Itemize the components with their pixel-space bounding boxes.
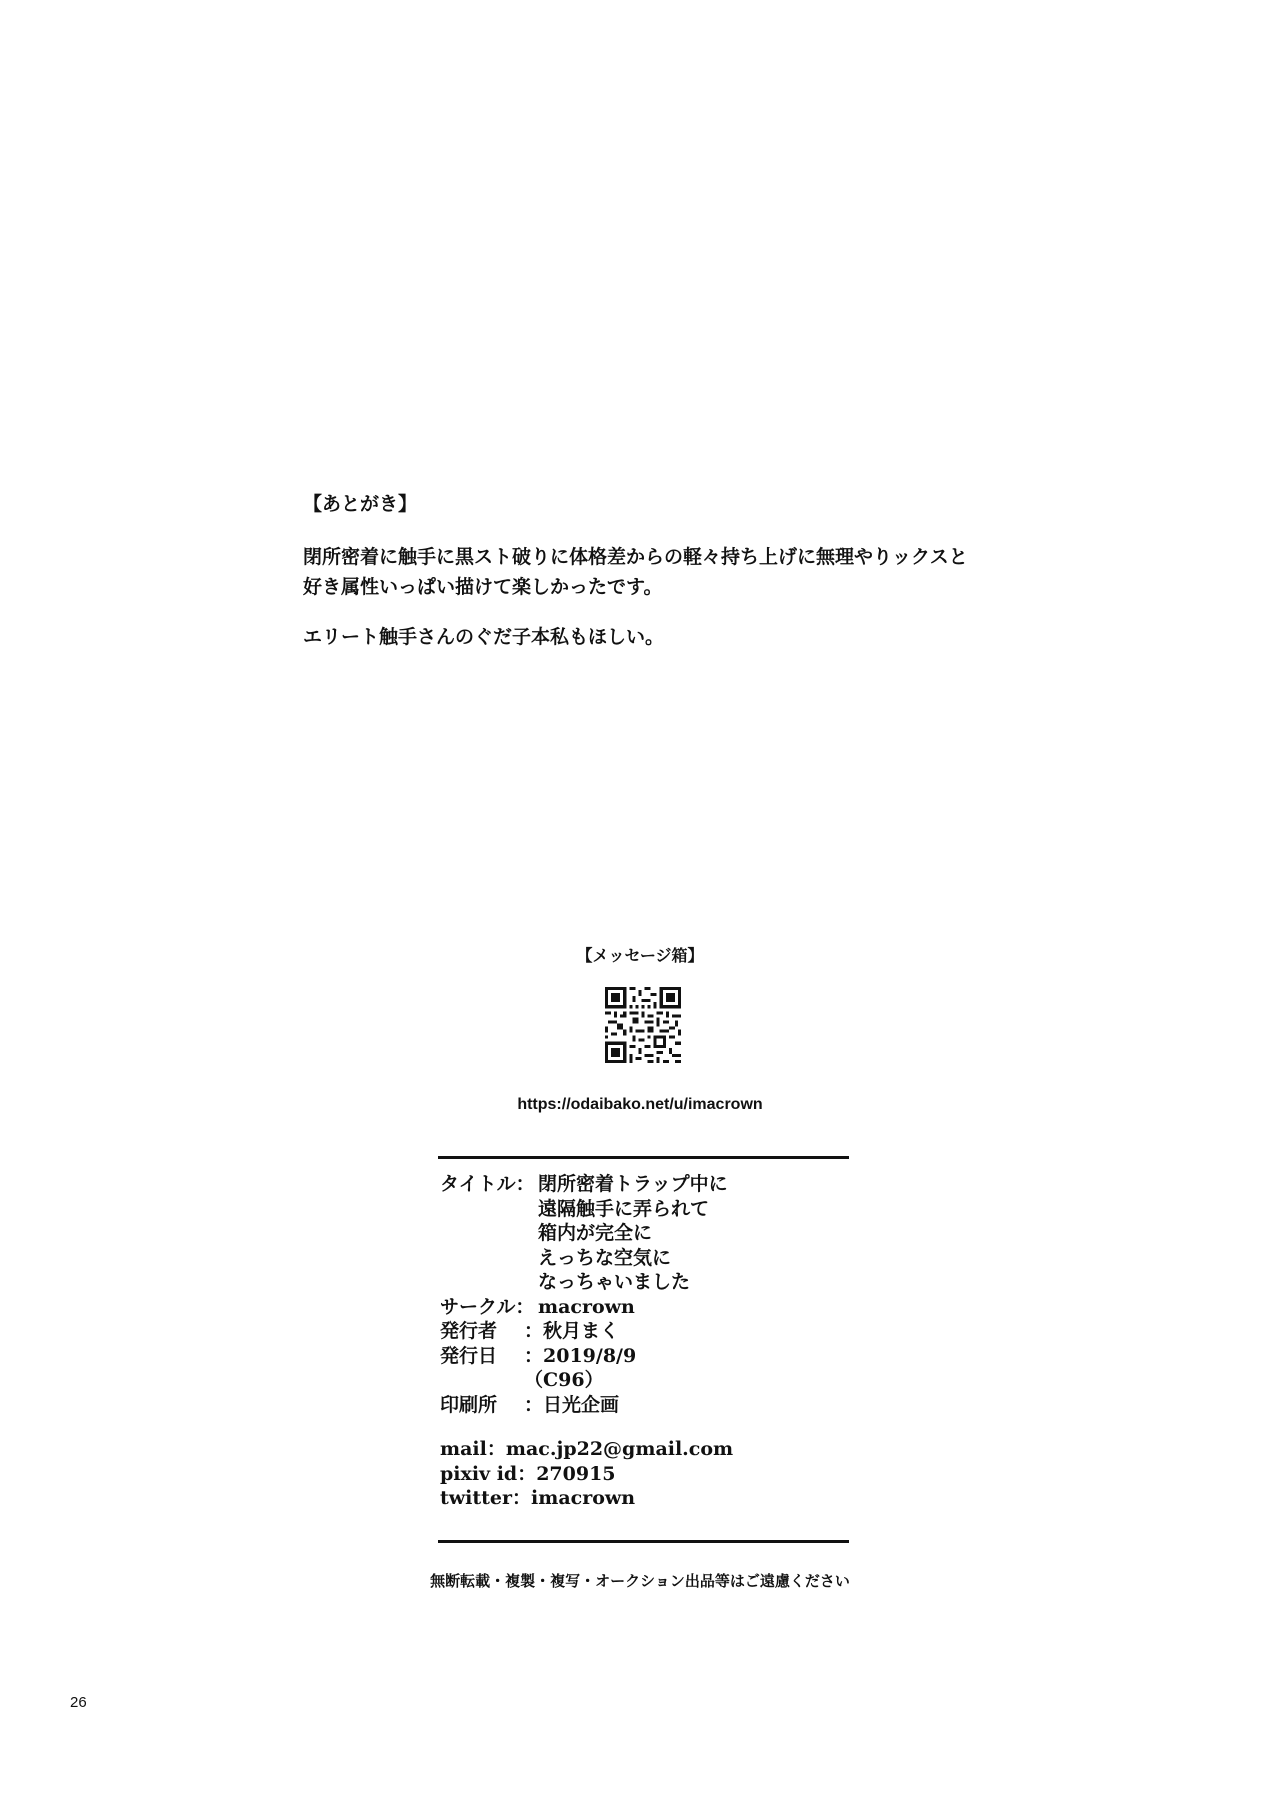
title-key: タイトル： (440, 1173, 535, 1195)
afterword-paragraph (303, 622, 1083, 652)
contact-pixiv: pixiv id：270915 (440, 1462, 616, 1485)
spacer (440, 1417, 860, 1437)
date-event: （C96） (524, 1369, 604, 1391)
colophon-date-row (440, 1344, 860, 1369)
divider-top (438, 1156, 849, 1159)
title-line: 閉所密着トラップ中に (538, 1173, 728, 1195)
title-line: 箱内が完全に (538, 1222, 653, 1244)
printer-value: ：日光企画 (524, 1393, 620, 1416)
afterword-heading: 【あとがき】 (303, 493, 418, 515)
afterword-line: エリート触手さんのぐだ子本私もほしい。 (303, 626, 665, 648)
title-line: えっちな空気に (538, 1246, 672, 1269)
title-line: 遠隔触手に弄られて (538, 1197, 710, 1220)
colophon-event-row (440, 1368, 860, 1393)
colophon (440, 1172, 860, 1511)
publisher-value: ：秋月まく (524, 1320, 620, 1342)
page-number: 26 (70, 1694, 87, 1711)
afterword-line: 好き属性いっぱい描けて楽しかったです。 (303, 576, 663, 598)
circle-value: macrown (538, 1295, 635, 1318)
copyright-notice: 無断転載・複製・複写・オークション出品等はご遠慮ください (430, 1572, 850, 1590)
qr-code-icon (605, 987, 681, 1063)
colophon-publisher-row (440, 1319, 860, 1344)
circle-key: サークル： (440, 1295, 535, 1318)
colophon-printer-row (440, 1393, 860, 1418)
colophon-circle-row (440, 1295, 860, 1320)
divider-bottom (438, 1540, 849, 1543)
afterword-paragraph (303, 542, 1083, 602)
printer-key: 印刷所 (440, 1393, 498, 1416)
date-key: 発行日 (440, 1344, 498, 1367)
colophon-title-row (440, 1172, 860, 1197)
contact-mail: mail：mac.jp22@gmail.com (440, 1438, 734, 1460)
afterword-line: 閉所密着に触手に黒スト破りに体格差からの軽々持ち上げに無理やりックスと (303, 546, 968, 568)
title-line: なっちゃいました (538, 1271, 691, 1293)
contact-twitter: twitter：imacrown (440, 1487, 636, 1509)
afterword (303, 490, 1083, 672)
message-box-url[interactable]: https://odaibako.net/u/imacrown (517, 1096, 763, 1113)
publisher-key: 発行者 (440, 1320, 498, 1342)
spacer (440, 1368, 524, 1393)
date-value: ：2019/8/9 (524, 1344, 637, 1367)
message-box-heading: 【メッセージ箱】 (576, 946, 704, 965)
